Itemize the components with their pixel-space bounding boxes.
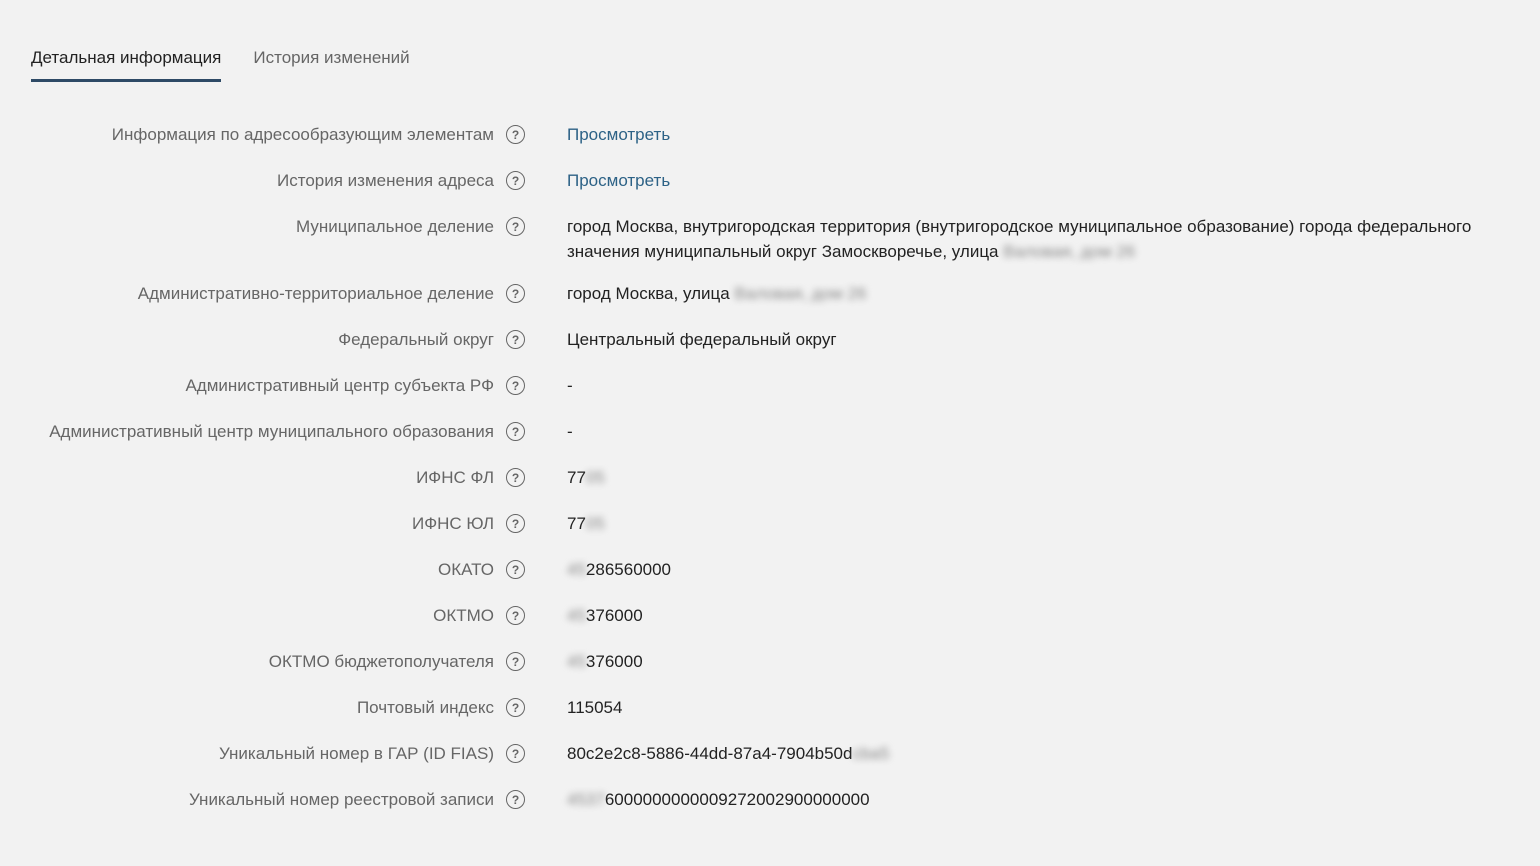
help-icon[interactable]: ? [506, 284, 525, 303]
okato-value: 286560000 [585, 560, 672, 579]
redacted-text: 4537 [567, 790, 605, 809]
row-federal-district [0, 327, 1540, 373]
row-label: Административный центр муниципального образования [49, 422, 494, 441]
row-value [567, 649, 1527, 674]
redacted-text: Валовая, дом 26 [734, 284, 867, 303]
oktmo-value: 376000 [585, 606, 643, 625]
row-subject-admin-center [0, 373, 1540, 419]
row-label: Уникальный номер в ГАР (ID FIAS) [218, 744, 494, 763]
row-value [567, 787, 1527, 812]
help-icon[interactable]: ? [506, 217, 525, 236]
help-icon[interactable]: ? [506, 376, 525, 395]
row-label: ИФНС ФЛ [416, 468, 494, 487]
row-gar-id-fias [0, 741, 1540, 787]
help-icon[interactable]: ? [506, 606, 525, 625]
help-icon[interactable]: ? [506, 468, 525, 487]
help-icon[interactable]: ? [506, 652, 525, 671]
tab-change-history[interactable]: История изменений [253, 48, 410, 67]
row-label: Почтовый индекс [356, 698, 494, 717]
row-value: Центральный федеральный округ [567, 330, 837, 349]
row-value [567, 465, 1527, 490]
help-icon[interactable]: ? [506, 330, 525, 349]
help-icon[interactable]: ? [506, 560, 525, 579]
help-icon[interactable]: ? [506, 698, 525, 717]
row-registry-number [0, 787, 1540, 833]
detail-rows [0, 122, 1540, 833]
row-postal-code [0, 695, 1540, 741]
ifns-fl-value: 77 [567, 468, 586, 487]
row-value [567, 511, 1527, 536]
row-label: Федеральный округ [338, 330, 494, 349]
fias-id-value: 80c2e2c8-5886-44dd-87a4-7904b50d [567, 744, 853, 763]
row-label: История изменения адреса [277, 171, 494, 190]
redacted-text: 05 [585, 468, 605, 487]
redacted-text: 45 [567, 652, 586, 671]
row-label: Административный центр субъекта РФ [185, 376, 494, 395]
redacted-text: 05 [585, 514, 605, 533]
row-value [567, 214, 1527, 264]
row-label: ОКТМО бюджетополучателя [268, 652, 494, 671]
help-icon[interactable]: ? [506, 125, 525, 144]
row-okato [0, 557, 1540, 603]
row-label: Муниципальное деление [296, 217, 494, 236]
row-municipal-division [0, 214, 1540, 281]
row-label: ИФНС ЮЛ [412, 514, 494, 533]
redacted-text: 45 [567, 606, 586, 625]
row-ifns-ul [0, 511, 1540, 557]
help-icon[interactable]: ? [506, 514, 525, 533]
row-oktmo [0, 603, 1540, 649]
row-admin-territorial-division [0, 281, 1540, 327]
oktmo-budget-value: 376000 [585, 652, 643, 671]
row-label: ОКАТО [438, 560, 494, 579]
registry-number-value: 6000000000009272002900000000 [604, 790, 870, 809]
row-value [567, 281, 1527, 306]
row-label: ОКТМО [433, 606, 494, 625]
tab-detail-info[interactable]: Детальная информация [31, 48, 221, 82]
row-value [567, 603, 1527, 628]
row-address-history [0, 168, 1540, 214]
row-label: Уникальный номер реестровой записи [189, 790, 494, 809]
tab-bar [31, 48, 410, 82]
help-icon[interactable]: ? [506, 790, 525, 809]
row-value [567, 122, 1527, 147]
row-ifns-fl [0, 465, 1540, 511]
help-icon[interactable]: ? [506, 744, 525, 763]
redacted-text: 45 [567, 560, 586, 579]
row-label: Информация по адресообразующим элементам [111, 125, 494, 144]
row-label: Административно-территориальное деление [137, 284, 494, 303]
municipal-division-text: город Москва, внутригородская территория (внутригородское муниципальное образование) города федерального значения муниципальный округ Замоскворечье, улица [567, 217, 1472, 261]
row-value [567, 741, 1527, 766]
row-value: 115054 [567, 698, 623, 717]
admin-division-text: город Москва, улица [567, 284, 730, 303]
ifns-ul-value: 77 [567, 514, 586, 533]
help-icon[interactable]: ? [506, 171, 525, 190]
row-address-elements-info [0, 122, 1540, 168]
redacted-text: Валовая, дом 26 [1003, 242, 1136, 261]
view-address-elements-link[interactable]: Просмотреть [567, 125, 671, 144]
row-oktmo-budget [0, 649, 1540, 695]
row-value: - [567, 422, 573, 441]
row-value [567, 168, 1527, 193]
row-value: - [567, 376, 573, 395]
help-icon[interactable]: ? [506, 422, 525, 441]
redacted-text: cba5 [852, 744, 890, 763]
row-municipal-admin-center [0, 419, 1540, 465]
row-value [567, 557, 1527, 582]
view-address-history-link[interactable]: Просмотреть [567, 171, 671, 190]
